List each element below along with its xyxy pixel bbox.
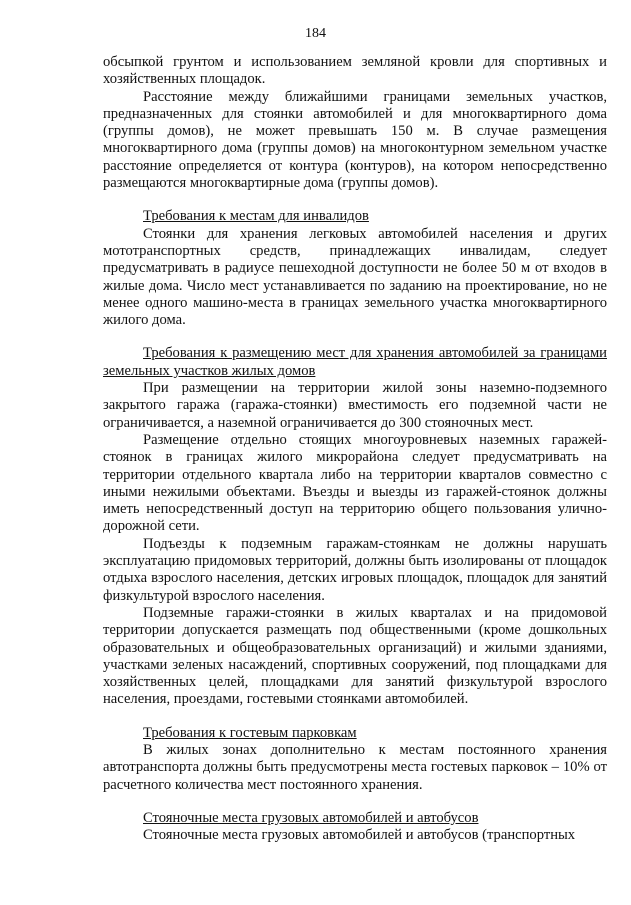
document-body	[103, 54, 607, 844]
paragraph-continuation: обсыпкой грунтом и использованием земляной кровли для спортивных и хозяйственных площадок.	[103, 54, 607, 88]
paragraph-distance: Расстояние между ближайшими границами земельных участков, предназначенных для стоянки автомобилей и для многоквартирного дома (группы домов), не может превышать 150 м. В случае размещения многоквартирного дома (группы домов) на многоконтурном земельном участке расстояние определяется от контура (контуров), на котором непосредственно размещаются многоквартирные дома (группы домов).	[103, 88, 607, 192]
paragraph-multilevel-garages: Размещение отдельно стоящих многоуровневых наземных гаражей-стоянок в границах жилого микрорайона следует предусматривать на территории отдельного квартала либо на территории кварталов совместно с иными нежилыми объектами. Въезды и выезды из гаражей-стоянок должны иметь непосредственный доступ на территорию общего пользования улично-дорожной сети.	[103, 431, 607, 535]
paragraph-underground-garage: При размещении на территории жилой зоны наземно-подземного закрытого гаража (гаража-стоянки) вместимость его подземной части не ограничивается, а наземной ограничивается до 300 стояночных мест.	[103, 380, 607, 431]
page-number: 184	[305, 26, 326, 41]
paragraph-guest-parking: В жилых зонах дополнительно к местам постоянного хранения автотранспорта должны быть предусмотрены места гостевых парковок – 10% от расчетного количества мест постоянного хранения.	[103, 741, 607, 793]
heading-outside-plots-text: Требования к размещению мест для хранения автомобилей за границами земельных участков жилых домов	[103, 345, 607, 379]
paragraph-driveways: Подъезды к подземным гаражам-стоянкам не должны нарушать эксплуатацию придомовых территорий, должны быть изолированы от площадок отдыха взрослого населения, детских игровых площадок, площадок для занятий физкультурой взрослого населения.	[103, 535, 607, 604]
heading-disabled-parking-text: Требования к местам для инвалидов	[143, 208, 369, 225]
heading-disabled-parking	[103, 208, 607, 225]
heading-trucks-buses-text: Стояночные места грузовых автомобилей и автобусов	[143, 809, 479, 826]
heading-outside-plots	[103, 345, 607, 380]
paragraph-underground-placement: Подземные гаражи-стоянки в жилых кварталах и на придомовой территории допускается размещать под общественными (кроме дошкольных образовательных и общеобразовательных организаций) и жилыми зданиями, участками зеленых насаждений, спортивных сооружений, под площадками для хозяйственных целей, площадками для занятий физкультурой взрослого населения, проездами, гостевыми стоянками автомобилей.	[103, 604, 607, 708]
heading-guest-parking-text: Требования к гостевым парковкам	[143, 724, 357, 741]
paragraph-disabled-parking: Стоянки для хранения легковых автомобилей населения и других мототранспортных средств, принадлежащих инвалидам, следует предусматривать в радиусе пешеходной доступности не более 50 м от входов в жилые дома. Число мест устанавливается по заданию на проектирование, но не менее одного машино-места в границах земельного участка многоквартирного жилого дома.	[103, 225, 607, 329]
heading-trucks-buses	[103, 810, 607, 827]
heading-guest-parking	[103, 725, 607, 742]
paragraph-trucks-buses: Стояночные места грузовых автомобилей и автобусов (транспортных	[143, 827, 576, 844]
